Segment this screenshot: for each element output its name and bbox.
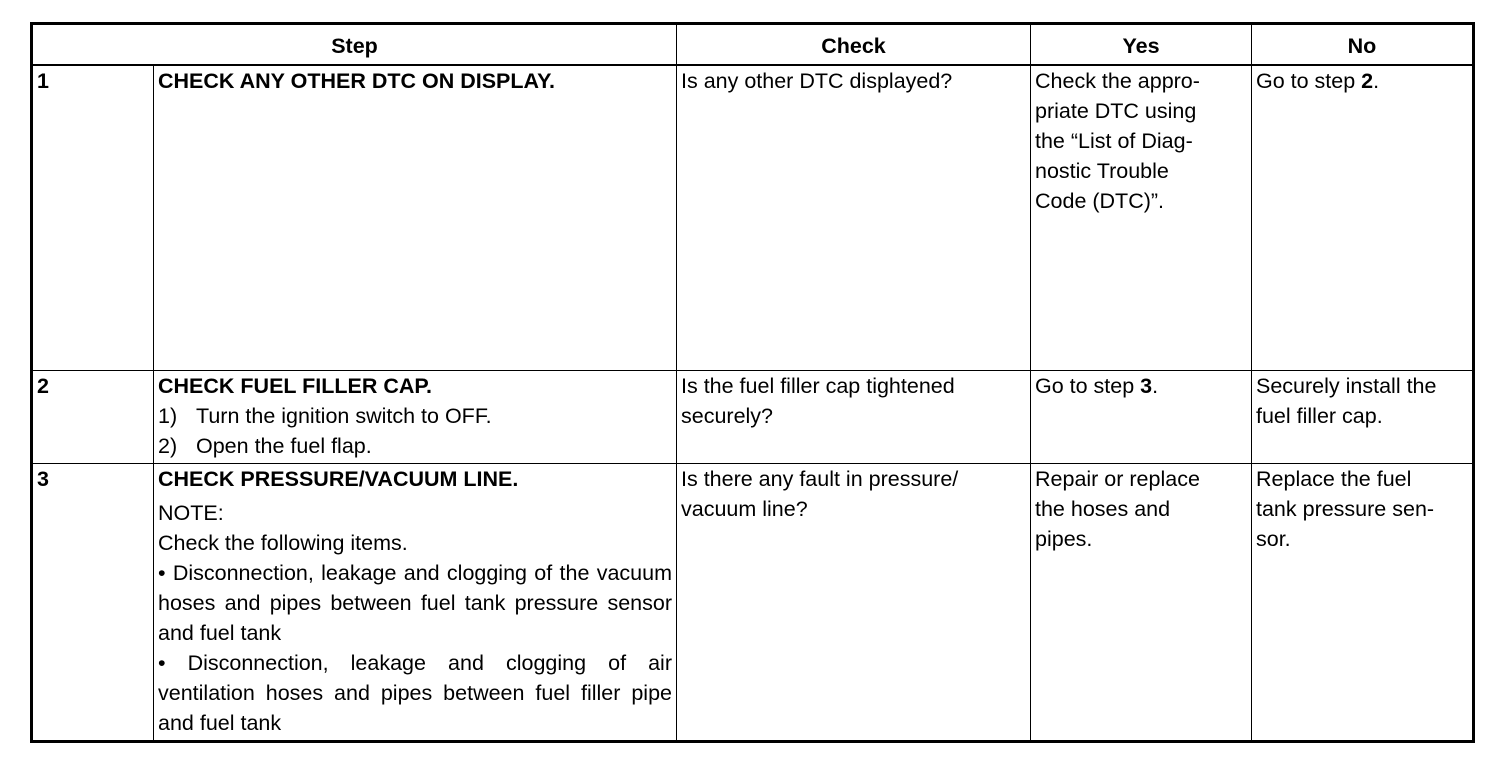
- yes-line: Code (DTC)”.: [1035, 189, 1165, 213]
- check-line: Is the fuel filler cap tightened: [681, 374, 955, 398]
- no-step-ref: 2: [1361, 69, 1374, 93]
- yes-cell: [1031, 371, 1252, 464]
- check-line: securely?: [681, 404, 774, 428]
- note-intro: Check the following items.: [158, 531, 408, 555]
- no-line: tank pressure sen-: [1256, 497, 1435, 521]
- note-label: NOTE:: [158, 501, 224, 525]
- no-cell: [1252, 371, 1474, 464]
- step-title: CHECK PRESSURE/VACUUM LINE.: [158, 467, 519, 491]
- yes-cell: [1031, 65, 1252, 371]
- no-text: Go to step: [1256, 69, 1362, 93]
- note-bullet: • Disconnection, leakage and clogging of the vacuum hoses and pipes between fuel tank pressure sensor and fuel tank: [158, 561, 672, 645]
- step-title: CHECK FUEL FILLER CAP.: [158, 374, 432, 398]
- step-cell: [154, 464, 677, 742]
- diagnostic-table: [30, 22, 1475, 743]
- yes-suffix: .: [1152, 374, 1159, 398]
- no-line: fuel filler cap.: [1256, 404, 1383, 428]
- yes-line: the “List of Diag-: [1035, 129, 1193, 153]
- check-cell: [677, 464, 1031, 742]
- substep-text: Open the fuel flap.: [196, 434, 372, 458]
- substep-number: 1): [158, 404, 178, 428]
- step-number: 2: [32, 371, 154, 464]
- yes-line: Repair or replace: [1035, 467, 1200, 491]
- substep-text: Turn the ignition switch to OFF.: [196, 404, 492, 428]
- step-title: CHECK ANY OTHER DTC ON DISPLAY.: [158, 69, 556, 93]
- check-cell: [677, 371, 1031, 464]
- substep-number: 2): [158, 434, 178, 458]
- yes-line: nostic Trouble: [1035, 159, 1169, 183]
- step-cell: [154, 371, 677, 464]
- check-line: vacuum line?: [681, 497, 808, 521]
- table-header-row: [32, 24, 1474, 66]
- substep: [158, 401, 672, 431]
- check-line: Is there any fault in pressure/: [681, 467, 959, 491]
- yes-line: priate DTC using: [1035, 99, 1197, 123]
- yes-line: pipes.: [1035, 527, 1093, 551]
- no-cell: [1252, 65, 1474, 371]
- no-line: sor.: [1256, 527, 1291, 551]
- no-line: Securely install the: [1256, 374, 1437, 398]
- note-bullet: • Disconnection, leakage and clogging of air ventilation hoses and pipes between fuel filler pipe and fuel tank: [158, 651, 672, 735]
- yes-cell: [1031, 464, 1252, 742]
- table-row: [32, 464, 1474, 742]
- yes-line: the hoses and: [1035, 497, 1171, 521]
- no-cell: [1252, 464, 1474, 742]
- no-line: Replace the fuel: [1256, 467, 1412, 491]
- header-no: No: [1252, 24, 1474, 66]
- header-check: Check: [677, 24, 1031, 66]
- table-row: [32, 65, 1474, 371]
- yes-text: Go to step: [1035, 374, 1141, 398]
- substep: [158, 431, 672, 461]
- yes-line: Check the appro-: [1035, 69, 1200, 93]
- header-step: Step: [32, 24, 677, 66]
- table-row: [32, 371, 1474, 464]
- yes-step-ref: 3: [1140, 374, 1153, 398]
- header-yes: Yes: [1031, 24, 1252, 66]
- step-number: 1: [32, 65, 154, 371]
- step-number: 3: [32, 464, 154, 742]
- step-cell: [154, 65, 677, 371]
- no-suffix: .: [1373, 69, 1380, 93]
- check-cell: Is any other DTC displayed?: [677, 65, 1031, 371]
